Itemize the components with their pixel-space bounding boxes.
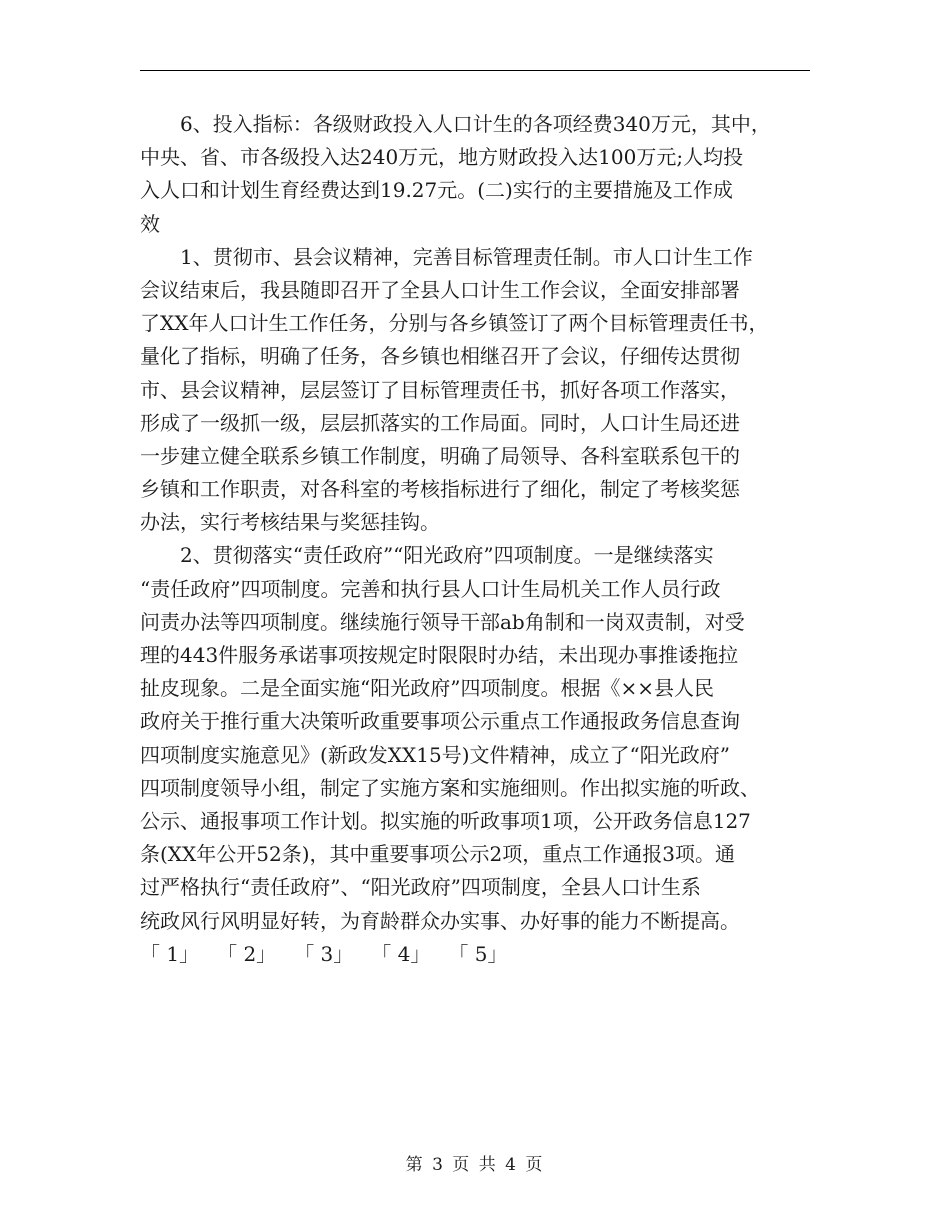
paragraph-line: 条(XX年公开52条)，其中重要事项公示2项，重点工作通报3项。通 <box>140 842 735 867</box>
paragraph-line: 1、贯彻市、县会议精神，完善目标管理责任制。市人口计生工作 <box>180 244 753 269</box>
paragraph-line: 扯皮现象。二是全面实施“阳光政府”四项制度。根据《××县人民 <box>140 676 714 701</box>
reference-link-3[interactable]: 「 3」 <box>294 941 354 966</box>
paragraph-line: 乡镇和工作职责，对各科室的考核指标进行了细化，制定了考核奖惩 <box>140 477 740 502</box>
paragraph-line: 入人口和计划生育经费达到19.27元。(二)实行的主要措施及工作成 <box>140 178 733 203</box>
paragraph-line: 了XX年人口计生工作任务，分别与各乡镇签订了两个目标管理责任书， <box>140 311 769 336</box>
paragraph-line: 效 <box>140 211 160 236</box>
reference-link-5[interactable]: 「 5」 <box>448 941 508 966</box>
paragraph-line: 问责办法等四项制度。继续施行领导干部ab角制和一岗双责制，对受 <box>140 609 745 634</box>
reference-link-4[interactable]: 「 4」 <box>371 941 431 966</box>
reference-link-1[interactable]: 「 1」 <box>140 941 200 966</box>
paragraph-line: 办法，实行考核结果与奖惩挂钩。 <box>140 510 440 535</box>
paragraph-line: “责任政府”四项制度。完善和执行县人口计生局机关工作人员行政 <box>140 576 721 601</box>
reference-links <box>140 938 812 971</box>
reference-link-2[interactable]: 「 2」 <box>217 941 277 966</box>
paragraph-line: 四项制度领导小组，制定了实施方案和实施细则。作出拟实施的听政、 <box>140 775 760 800</box>
document-body <box>140 108 812 971</box>
paragraph-line: 四项制度实施意见》(新政发XX15号)文件精神，成立了“阳光政府” <box>140 742 730 767</box>
paragraph-line: 2、贯彻落实“责任政府”“阳光政府”四项制度。一是继续落实 <box>180 543 714 568</box>
paragraph-line: 一步建立健全联系乡镇工作制度，明确了局领导、各科室联系包干的 <box>140 443 740 468</box>
paragraph-line: 中央、省、市各级投入达240万元，地方财政投入达100万元;人均投 <box>140 145 744 170</box>
paragraph-line: 公示、通报事项工作计划。拟实施的听政事项1项，公开政务信息127 <box>140 808 751 833</box>
header-divider <box>140 70 810 71</box>
paragraph-line: 政府关于推行重大决策听政重要事项公示重点工作通报政务信息查询 <box>140 709 740 734</box>
paragraph-line: 会议结束后，我县随即召开了全县人口计生工作会议，全面安排部署 <box>140 277 740 302</box>
page-number: 第 3 页 共 4 页 <box>405 1155 545 1175</box>
paragraph-line: 统政风行风明显好转，为育龄群众办实事、办好事的能力不断提高。 <box>140 908 740 933</box>
paragraph-line: 市、县会议精神，层层签订了目标管理责任书，抓好各项工作落实， <box>140 377 740 402</box>
paragraph-line: 6、投入指标：各级财政投入人口计生的各项经费340万元，其中， <box>180 112 771 136</box>
paragraph-line: 过严格执行“责任政府”、“阳光政府”四项制度，全县人口计生系 <box>140 875 701 900</box>
paragraph-line: 理的443件服务承诺事项按规定时限限时办结，未出现办事推诿拖拉 <box>140 643 739 667</box>
paragraph-line: 形成了一级抓一级，层层抓落实的工作局面。同时，人口计生局还进 <box>140 410 740 435</box>
paragraph-line: 量化了指标，明确了任务，各乡镇也相继召开了会议，仔细传达贯彻 <box>140 344 740 369</box>
